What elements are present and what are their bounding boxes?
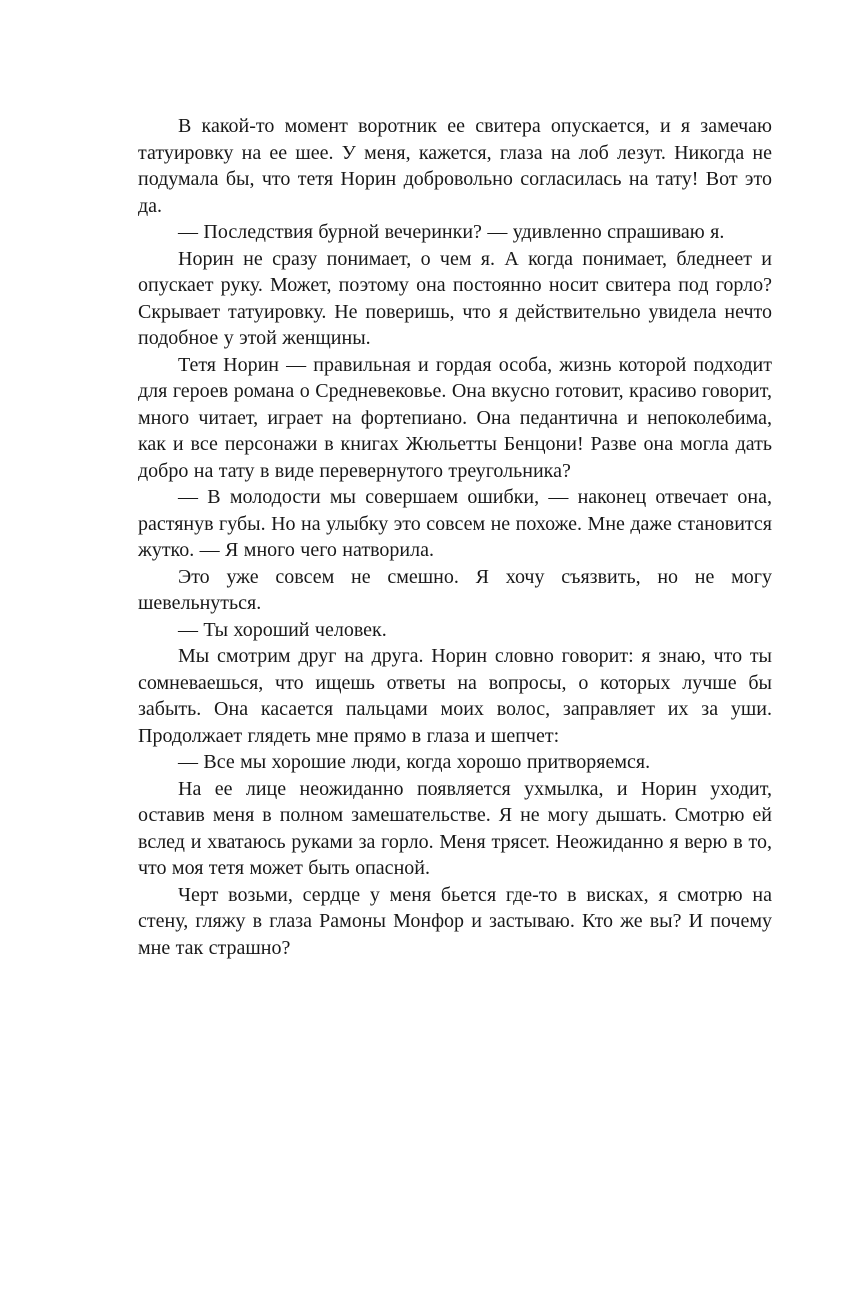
paragraph: Норин не сразу понимает, о чем я. А когда понимает, бледнеет и опускает руку. Может, поэтому она постоянно носит свитера под горло? Скрывает татуировку. Не поверишь, что я действительно увидела нечто подобное у этой женщины. (138, 247, 772, 349)
paragraph-dialogue: — В молодости мы совершаем ошибки, — наконец отвечает она, растянув губы. Но на улыбку это совсем не похоже. Мне даже становится жутко. — Я много чего натворила. (138, 486, 772, 561)
paragraph: На ее лице неожиданно появляется ухмылка, и Норин уходит, оставив меня в полном замешательстве. Я не могу дышать. Смотрю ей вслед и хватаюсь руками за горло. Меня трясет. Неожиданно я верю в то, что моя тетя может быть опасной. (138, 777, 772, 879)
paragraph-dialogue: — Все мы хорошие люди, когда хорошо притворяемся. (178, 751, 651, 773)
paragraph: В какой-то момент воротник ее свитера опускается, и я замечаю татуировку на ее шее. У меня, кажется, глаза на лоб лезут. Никогда не подумала бы, что тетя Норин добровольно согласилась на тату! Вот это да. (138, 115, 772, 217)
paragraph-dialogue: — Ты хороший человек. (178, 618, 387, 641)
paragraph: Это уже совсем не смешно. Я хочу съязвить, но не могу шевельнуться. (138, 565, 772, 614)
paragraph: Тетя Норин — правильная и гордая особа, жизнь которой подходит для героев романа о Средневековье. Она вкусно готовит, красиво говорит, много читает, играет на фортепиано. Она педантична и непоколебима, как и все персонажи в книгах Жюльетты Бенцони! Разве она могла дать добро на тату в виде перевернутого треугольника? (138, 353, 772, 482)
paragraph-dialogue: — Последствия бурной вечеринки? — удивленно спрашиваю я. (178, 221, 725, 243)
paragraph: Черт возьми, сердце у меня бьется где-то в висках, я смотрю на стену, гляжу в глаза Рамоны Монфор и застываю. Кто же вы? И почему мне так страшно? (138, 883, 772, 959)
paragraph: Мы смотрим друг на друга. Норин словно говорит: я знаю, что ты сомневаешься, что ищешь ответы на вопросы, о которых лучше бы забыть. Она касается пальцами моих волос, заправляет их за уши. Продолжает глядеть мне прямо в глаза и шепчет: (138, 645, 772, 747)
text-block (138, 113, 772, 961)
